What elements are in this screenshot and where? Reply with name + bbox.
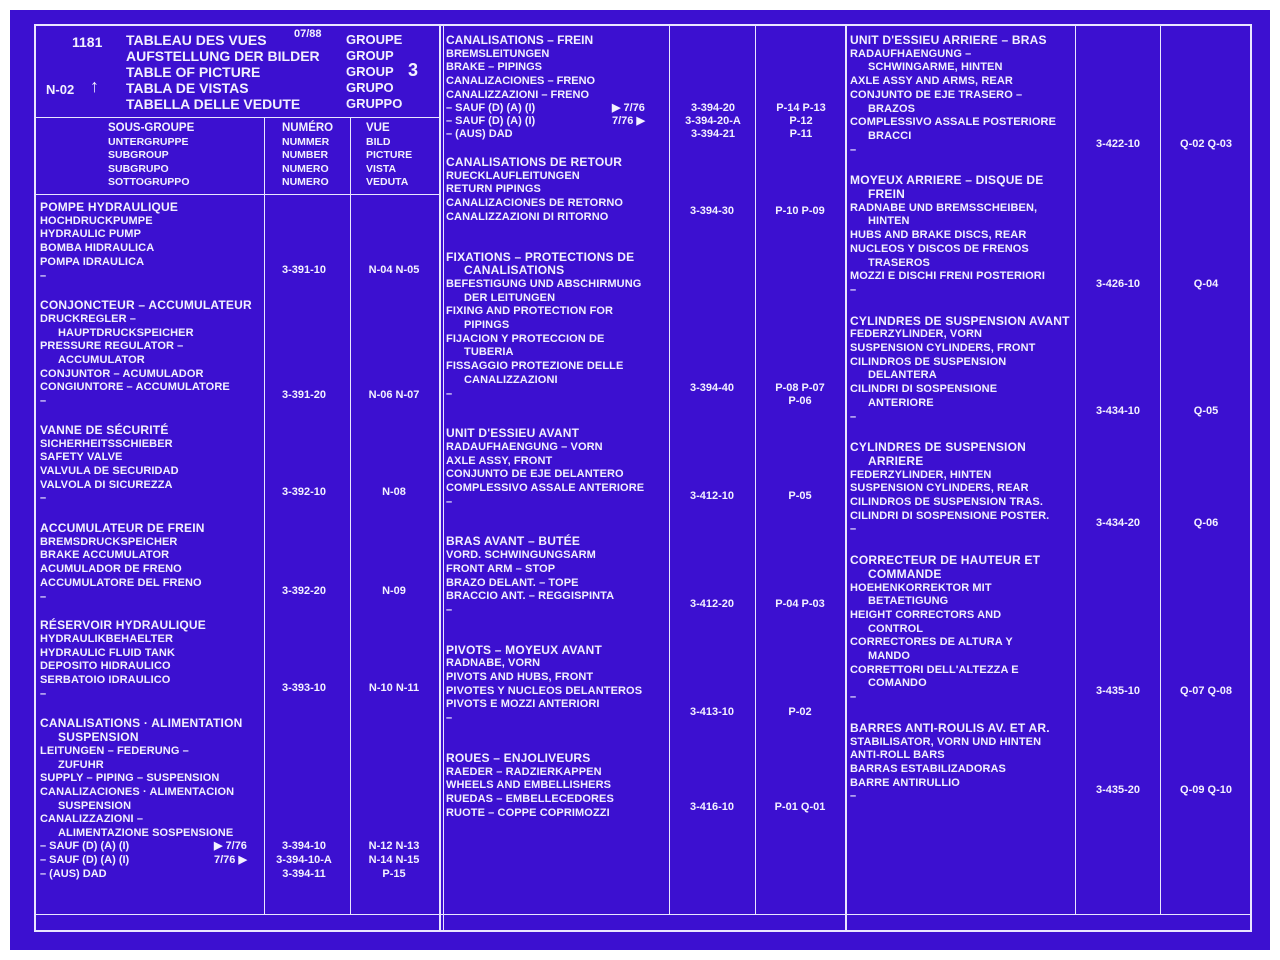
column-header-col2: NUMÉRO	[282, 122, 334, 134]
middle-text-line: CANALISATIONS DE RETOUR	[446, 155, 623, 169]
left-text-line: CANALISATIONS · ALIMENTATION	[40, 716, 243, 731]
middle-variant-view: P-11	[789, 128, 813, 140]
middle-text-line: RETURN PIPINGS	[446, 183, 541, 196]
right-text-line: CYLINDRES DE SUSPENSION	[850, 440, 1026, 455]
left-variant-date: 7/76 ▶	[214, 854, 247, 866]
frame-bottom-inner	[34, 914, 1252, 915]
middle-view-code: P-08 P-07	[775, 381, 825, 394]
left-text-line: HYDRAULIC FLUID TANK	[40, 646, 176, 659]
right-text-line: RADAUFHAENGUNG –	[850, 47, 972, 60]
right-text-line: BRACCI	[868, 129, 912, 142]
left-variant-text: – SAUF (D) (A) (I)	[40, 854, 130, 866]
left-text-line: –	[40, 395, 47, 408]
column-header-col2: NUMERO	[282, 176, 329, 189]
right-text-line: CORRECTEUR DE HAUTEUR ET	[850, 553, 1041, 568]
right-text-line: RADNABE UND BREMSSCHEIBEN,	[850, 201, 1038, 214]
right-view-code: Q-05	[1193, 404, 1219, 417]
left-text-line: VALVOLA DI SICUREZZA	[40, 478, 173, 491]
middle-text-line: PIVOTS E MOZZI ANTERIORI	[446, 698, 600, 711]
left-view-code: N-09	[382, 584, 406, 597]
right-text-line: NUCLEOS Y DISCOS DE FRENOS	[850, 242, 1029, 255]
right-text-line: CONJUNTO DE EJE TRASERO –	[850, 88, 1023, 101]
col-divider	[669, 24, 670, 914]
middle-view-code: P-04 P-03	[775, 597, 825, 610]
middle-text-line: ROUES – ENJOLIVEURS	[446, 750, 591, 765]
column-header-col1: SOUS-GROUPE	[108, 122, 195, 134]
right-part-number: 3-435-20	[1095, 784, 1141, 797]
right-text-line: –	[850, 691, 857, 704]
right-part-number: 3-434-10	[1095, 404, 1141, 417]
left-variant-view: N-14 N-15	[368, 854, 420, 866]
column-header-col1: UNTERGRUPPE	[108, 135, 189, 148]
middle-text-line: PIVOTES Y NUCLEOS DELANTEROS	[446, 684, 643, 697]
right-text-line: MOYEUX ARRIERE – DISQUE DE	[850, 173, 1044, 188]
middle-variant-number: 3-394-20-A	[685, 115, 741, 127]
middle-text-line: UNIT D'ESSIEU AVANT	[446, 426, 580, 441]
right-text-line: TRASEROS	[868, 256, 930, 269]
column-header-col2: NUMBER	[282, 149, 329, 162]
middle-text-line: FRONT ARM – STOP	[446, 562, 556, 575]
right-text-line: CILINDRI DI SOSPENSIONE	[850, 383, 998, 396]
middle-text-line: BEFESTIGUNG UND ABSCHIRMUNG	[446, 277, 642, 290]
middle-text-line: CANALIZZAZIONI	[464, 373, 558, 386]
left-variant-number: 3-394-10	[281, 840, 327, 852]
right-text-line: ANTERIORE	[868, 396, 934, 409]
left-text-line: BOMBA HIDRAULICA	[40, 242, 155, 255]
right-view-code: Q-06	[1193, 517, 1219, 530]
middle-text-line: TUBERIA	[464, 346, 514, 359]
right-text-line: ARRIERE	[868, 453, 924, 468]
section-divider	[439, 24, 441, 932]
left-text-line: SICHERHEITSSCHIEBER	[40, 437, 173, 450]
middle-text-line: FIXATIONS – PROTECTIONS DE	[446, 249, 635, 264]
left-text-line: SERBATOIO IDRAULICO	[40, 674, 171, 686]
right-text-line: COMANDO	[868, 677, 927, 690]
left-text-line: HAUPTDRUCKSPEICHER	[58, 326, 194, 339]
middle-variant-date: 7/76 ▶	[612, 115, 645, 127]
middle-text-line: RAEDER – RADZIERKAPPEN	[446, 765, 602, 778]
reference-code: N-02	[46, 82, 75, 97]
right-text-line: CILINDRI DI SOSPENSIONE POSTER.	[850, 509, 1050, 522]
left-variant-view: P-15	[382, 868, 406, 880]
document-code: 1181	[72, 34, 103, 50]
frame-right	[1250, 24, 1252, 932]
right-text-line: –	[850, 143, 857, 156]
middle-part-number: 3-394-40	[689, 381, 735, 394]
left-text-line: ZUFUHR	[58, 758, 104, 771]
middle-variant-text: – SAUF (D) (A) (I)	[446, 102, 536, 114]
left-view-code: N-08	[382, 486, 406, 499]
middle-view-code: P-01 Q-01	[774, 800, 826, 813]
left-text-line: PRESSURE REGULATOR –	[40, 340, 184, 353]
left-text-line: CONJUNTOR – ACUMULADOR	[40, 367, 204, 380]
right-text-line: BARRAS ESTABILIZADORAS	[850, 762, 1006, 775]
parts-table-sheet	[10, 10, 1270, 950]
middle-text-line: CANALISATIONS	[464, 263, 565, 278]
left-part-number: 3-393-10	[281, 681, 327, 694]
middle-text-line: CANALIZZAZIONI DI RITORNO	[446, 210, 609, 223]
col-divider	[755, 24, 756, 914]
left-text-line: HYDRAULIC PUMP	[40, 228, 142, 241]
col-divider	[1075, 24, 1076, 914]
header-divider	[34, 117, 440, 118]
middle-variant-text: – SAUF (D) (A) (I)	[446, 115, 536, 127]
left-text-line: LEITUNGEN – FEDERUNG –	[40, 744, 189, 757]
left-text-line: POMPE HYDRAULIQUE	[40, 200, 179, 214]
left-text-line: SUPPLY – PIPING – SUSPENSION	[40, 772, 220, 785]
middle-text-line: –	[446, 387, 453, 400]
right-text-line: STABILISATOR, VORN UND HINTEN	[850, 735, 1042, 748]
middle-text-line: COMPLESSIVO ASSALE ANTERIORE	[446, 482, 645, 494]
middle-view-code: P-06	[788, 394, 812, 407]
right-text-line: CILINDROS DE SUSPENSION	[850, 355, 1007, 368]
left-text-line: RÉSERVOIR HYDRAULIQUE	[40, 618, 207, 633]
right-text-line: SUSPENSION CYLINDERS, REAR	[850, 482, 1029, 495]
right-text-line: –	[850, 283, 857, 296]
right-text-line: FEDERZYLINDER, HINTEN	[850, 468, 992, 481]
left-variant-number: 3-394-10-A	[276, 854, 332, 866]
left-text-line: CANALIZACIONES · ALIMENTACION	[40, 785, 235, 798]
middle-text-line: BREMSLEITUNGEN	[446, 47, 550, 60]
left-text-line: BREMSDRUCKSPEICHER	[40, 535, 178, 548]
right-text-line: CORRETTORI DELL'ALTEZZA E	[850, 663, 1019, 676]
middle-variant-number: 3-394-21	[690, 128, 736, 140]
right-text-line: COMMANDE	[868, 566, 942, 581]
header-group-line: GROUPE	[346, 32, 403, 47]
left-text-line: DRUCKREGLER –	[40, 312, 137, 325]
right-text-line: FEDERZYLINDER, VORN	[850, 328, 983, 341]
frame-top	[34, 24, 1252, 26]
left-text-line: –	[40, 492, 47, 505]
right-view-code: Q-02 Q-03	[1180, 137, 1232, 150]
left-text-line: BRAKE ACCUMULATOR	[40, 549, 170, 562]
header-group-line: GROUP	[346, 64, 394, 79]
right-part-number: 3-422-10	[1095, 137, 1141, 150]
middle-text-line: CANALIZACIONES DE RETORNO	[446, 197, 624, 210]
middle-view-code: P-10 P-09	[775, 204, 825, 217]
right-text-line: BARRES ANTI-ROULIS AV. ET AR.	[850, 720, 1050, 735]
middle-variant-date: ▶ 7/76	[612, 102, 645, 114]
column-header-col3: VUE	[366, 122, 390, 134]
right-text-line: AXLE ASSY AND ARMS, REAR	[850, 75, 1013, 88]
header-title-line: AUFSTELLUNG DER BILDER	[126, 48, 320, 64]
frame-bottom	[34, 930, 1252, 932]
left-text-line: POMPA IDRAULICA	[40, 255, 145, 268]
right-text-line: CONTROL	[868, 622, 924, 635]
middle-variant-text: – (AUS) DAD	[446, 128, 513, 140]
right-text-line: –	[850, 790, 857, 803]
frame-left	[34, 24, 36, 932]
right-part-number: 3-426-10	[1095, 277, 1141, 290]
header-title-line: TABLE OF PICTURE	[126, 64, 261, 80]
section-divider	[443, 24, 444, 932]
middle-text-line: RUECKLAUFLEITUNGEN	[446, 169, 580, 182]
right-text-line: HOEHENKORREKTOR MIT	[850, 581, 992, 594]
left-part-number: 3-391-10	[281, 263, 327, 276]
col-divider	[350, 117, 351, 914]
left-text-line: ALIMENTAZIONE SOSPENSIONE	[58, 827, 234, 839]
header-title-line: TABELLA DELLE VEDUTE	[126, 96, 301, 112]
left-text-line: ACCUMULATEUR DE FREIN	[40, 521, 205, 535]
middle-text-line: AXLE ASSY, FRONT	[446, 454, 553, 467]
middle-text-line: PIPINGS	[464, 319, 510, 331]
right-text-line: CILINDROS DE SUSPENSION TRAS.	[850, 496, 1043, 508]
right-part-number: 3-435-10	[1095, 685, 1141, 698]
left-variant-text: – SAUF (D) (A) (I)	[40, 840, 130, 852]
right-text-line: MANDO	[868, 650, 911, 662]
column-header-col2: NUMMER	[282, 135, 330, 148]
middle-text-line: RUOTE – COPPE COPRIMOZZI	[446, 806, 610, 819]
right-text-line: DELANTERA	[868, 369, 937, 382]
left-text-line: HYDRAULIKBEHAELTER	[40, 632, 173, 645]
right-text-line: HINTEN	[868, 215, 910, 228]
left-part-number: 3-392-10	[281, 486, 327, 499]
right-text-line: BARRE ANTIRULLIO	[850, 776, 960, 789]
right-text-line: BETAETIGUNG	[868, 595, 949, 608]
left-variant-view: N-12 N-13	[368, 840, 420, 852]
up-arrow-icon: ↑	[90, 76, 99, 96]
middle-text-line: BRAKE – PIPINGS	[446, 61, 542, 74]
column-header-col3: VEDUTA	[366, 176, 409, 189]
middle-text-line: VORD. SCHWINGUNGSARM	[446, 549, 596, 562]
left-text-line: SAFETY VALVE	[40, 451, 123, 464]
left-text-line: CONJONCTEUR – ACCUMULATEUR	[40, 298, 252, 313]
left-text-line: VANNE DE SÉCURITÉ	[40, 422, 169, 437]
left-text-line: CONGIUNTORE – ACCUMULATORE	[40, 381, 230, 394]
middle-text-line: FIXING AND PROTECTION FOR	[446, 305, 614, 318]
middle-view-code: P-05	[788, 489, 812, 502]
right-text-line: CORRECTORES DE ALTURA Y	[850, 636, 1013, 649]
group-number: 3	[408, 60, 419, 80]
middle-text-line: FISSAGGIO PROTEZIONE DELLE	[446, 360, 624, 373]
right-text-line: SUSPENSION CYLINDERS, FRONT	[850, 342, 1036, 354]
middle-text-line: BRAS AVANT – BUTÉE	[446, 534, 581, 549]
middle-text-line: WHEELS AND EMBELLISHERS	[446, 779, 612, 792]
col-divider	[1160, 24, 1161, 914]
left-variant-date: ▶ 7/76	[214, 840, 247, 852]
document-date: 07/88	[294, 28, 322, 40]
middle-text-line: –	[446, 712, 453, 725]
middle-text-line: –	[446, 603, 453, 616]
middle-text-line: CANALISATIONS – FREIN	[446, 33, 594, 47]
left-text-line: SUSPENSION	[58, 799, 132, 812]
middle-variant-number: 3-394-20	[690, 102, 736, 114]
middle-variant-view: P-12	[789, 115, 813, 127]
column-header-col3: VISTA	[366, 162, 397, 175]
section-divider	[845, 24, 847, 932]
left-text-line: ACCUMULATORE DEL FRENO	[40, 576, 202, 589]
middle-text-line: DER LEITUNGEN	[464, 291, 556, 304]
middle-text-line: BRACCIO ANT. – REGGISPINTA	[446, 590, 615, 603]
left-text-line: –	[40, 269, 47, 282]
middle-text-line: PIVOTS AND HUBS, FRONT	[446, 671, 594, 683]
right-text-line: UNIT D'ESSIEU ARRIERE – BRAS	[850, 33, 1047, 47]
right-text-line: SCHWINGARME, HINTEN	[868, 61, 1003, 74]
middle-text-line: RADAUFHAENGUNG – VORN	[446, 440, 603, 453]
left-variant-text: – (AUS) DAD	[40, 868, 107, 880]
right-text-line: BRAZOS	[868, 102, 916, 115]
header-title-line: TABLA DE VISTAS	[126, 80, 249, 96]
left-view-code: N-10 N-11	[368, 681, 420, 694]
left-text-line: DEPOSITO HIDRAULICO	[40, 660, 171, 673]
right-part-number: 3-434-20	[1095, 517, 1141, 530]
column-header-col1: SUBGRUPO	[108, 162, 169, 175]
right-text-line: –	[850, 523, 857, 536]
middle-part-number: 3-394-30	[689, 204, 735, 217]
middle-text-line: CANALIZZAZIONI – FRENO	[446, 88, 589, 101]
middle-text-line: –	[446, 495, 453, 508]
middle-text-line: RADNABE, VORN	[446, 657, 541, 670]
col-divider	[264, 117, 265, 914]
left-text-line: ACCUMULATOR	[58, 354, 145, 366]
middle-text-line: PIVOTS – MOYEUX AVANT	[446, 642, 602, 657]
right-text-line: MOZZI E DISCHI FRENI POSTERIORI	[850, 270, 1045, 283]
left-view-code: N-06 N-07	[368, 389, 420, 402]
middle-part-number: 3-413-10	[689, 706, 735, 719]
header-group-line: GROUP	[346, 48, 394, 63]
left-text-line: ACUMULADOR DE FRENO	[40, 563, 182, 576]
middle-part-number: 3-412-20	[689, 597, 735, 610]
column-header-col2: NUMERO	[282, 162, 329, 175]
column-header-col1: SOTTOGRUPPO	[108, 176, 190, 189]
middle-view-code: P-02	[788, 706, 812, 719]
middle-text-line: BRAZO DELANT. – TOPE	[446, 576, 579, 589]
header-group-line: GRUPPO	[346, 96, 403, 111]
left-text-line: CANALIZZAZIONI –	[40, 813, 144, 826]
column-header-col3: PICTURE	[366, 149, 413, 162]
right-text-line: –	[850, 410, 857, 423]
right-view-code: Q-04	[1193, 277, 1219, 290]
middle-text-line: FIJACION Y PROTECCION DE	[446, 332, 605, 345]
left-variant-number: 3-394-11	[282, 868, 326, 880]
right-view-code: Q-07 Q-08	[1180, 685, 1232, 698]
left-text-line: VALVULA DE SECURIDAD	[40, 464, 179, 477]
right-view-code: Q-09 Q-10	[1180, 784, 1232, 797]
header-group-line: GRUPO	[346, 80, 394, 95]
right-text-line: HUBS AND BRAKE DISCS, REAR	[850, 229, 1027, 242]
middle-part-number: 3-412-10	[689, 489, 735, 502]
middle-text-line: CANALIZACIONES – FRENO	[446, 75, 596, 88]
left-view-code: N-04 N-05	[368, 263, 420, 276]
left-part-number: 3-392-20	[281, 584, 327, 597]
header-title-line: TABLEAU DES VUES	[126, 32, 267, 48]
middle-part-number: 3-416-10	[689, 800, 735, 813]
subheader-divider	[34, 194, 440, 195]
middle-variant-view: P-14 P-13	[776, 102, 826, 114]
left-text-line: SUSPENSION	[58, 730, 139, 745]
middle-text-line: RUEDAS – EMBELLECEDORES	[446, 792, 614, 805]
column-header-col1: SUBGROUP	[108, 149, 169, 162]
right-text-line: FREIN	[868, 187, 905, 201]
right-text-line: ANTI-ROLL BARS	[850, 749, 945, 762]
left-text-line: –	[40, 687, 47, 700]
left-text-line: –	[40, 590, 47, 603]
right-text-line: COMPLESSIVO ASSALE POSTERIORE	[850, 116, 1057, 129]
left-part-number: 3-391-20	[281, 389, 327, 402]
left-text-line: HOCHDRUCKPUMPE	[40, 214, 153, 227]
right-text-line: HEIGHT CORRECTORS AND	[850, 608, 1002, 621]
middle-text-line: CONJUNTO DE EJE DELANTERO	[446, 468, 624, 481]
right-text-line: CYLINDRES DE SUSPENSION AVANT	[850, 313, 1070, 328]
column-header-col3: BILD	[366, 135, 391, 148]
